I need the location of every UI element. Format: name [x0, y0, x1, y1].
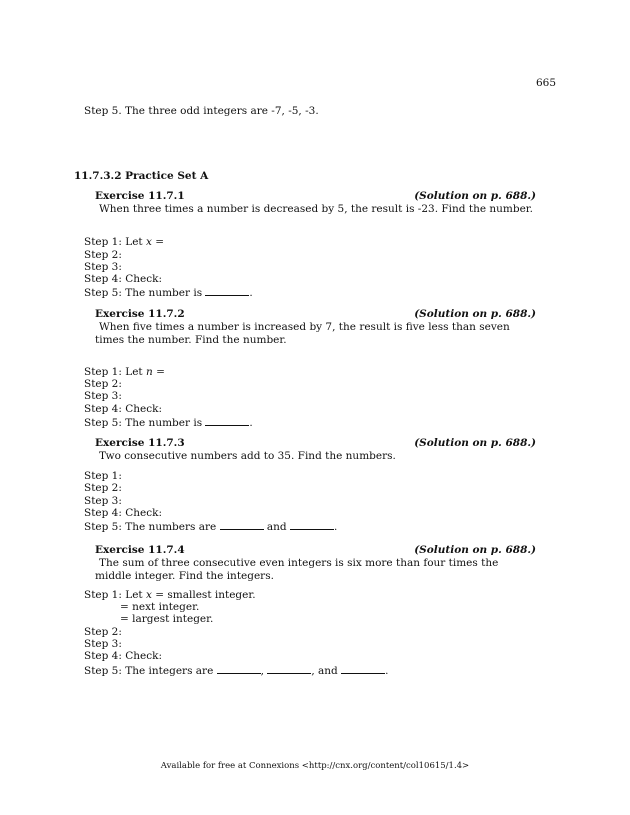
step-line: Step 4: Check: — [84, 507, 163, 519]
answer-blank[interactable] — [220, 519, 264, 530]
exercise-title: Exercise 11.7.2 — [95, 308, 185, 320]
intro-step: Step 5. The three odd integers are -7, -5, -3. — [84, 105, 319, 117]
step-line: Step 1: Let x = smallest integer. — [84, 589, 256, 601]
step-line: Step 4: Check: — [84, 650, 163, 662]
step-line: Step 5: The number is . — [84, 417, 253, 429]
exercise-text: When three times a number is decreased by 5, the result is -23. Find the number. — [99, 203, 534, 215]
step-line: Step 2: — [84, 249, 122, 261]
page-number: 665 — [535, 77, 556, 89]
step-line: Step 5: The number is . — [84, 287, 253, 299]
page-footer: Available for free at Connexions <http://cnx.org/content/col10615/1.4> — [160, 761, 470, 771]
step-line: Step 1: Let x = — [84, 236, 165, 248]
step-line: Step 3: — [84, 390, 122, 402]
answer-blank[interactable] — [205, 415, 249, 426]
step-line: Step 2: — [84, 378, 122, 390]
solution-link[interactable]: (Solution on p. 688.) — [414, 308, 536, 320]
step-line: Step 1: Let n = — [84, 366, 165, 378]
step-line: Step 4: Check: — [84, 403, 163, 415]
solution-link[interactable]: (Solution on p. 688.) — [414, 437, 536, 449]
answer-blank[interactable] — [205, 285, 249, 296]
section-heading: 11.7.3.2 Practice Set A — [74, 170, 209, 182]
exercise-title: Exercise 11.7.3 — [95, 437, 185, 449]
step-line: Step 4: Check: — [84, 273, 163, 285]
exercise-text: Two consecutive numbers add to 35. Find the numbers. — [99, 450, 396, 462]
answer-blank[interactable] — [217, 663, 261, 674]
answer-blank[interactable] — [290, 519, 334, 530]
answer-blank[interactable] — [341, 663, 385, 674]
exercise-text: When five times a number is increased by 7, the result is five less than seven times the number. Find the number. — [95, 321, 510, 346]
solution-link[interactable]: (Solution on p. 688.) — [414, 190, 536, 202]
step-line: Step 2: — [84, 626, 122, 638]
step-line: Step 3: — [84, 261, 122, 273]
step-line: Step 5: The integers are , , and . — [84, 665, 389, 677]
step-line: Step 3: — [84, 638, 122, 650]
step-line: Step 3: — [84, 495, 122, 507]
exercise-title: Exercise 11.7.1 — [95, 190, 185, 202]
answer-blank[interactable] — [267, 663, 311, 674]
solution-link[interactable]: (Solution on p. 688.) — [414, 544, 536, 556]
step-line: = next integer. — [120, 601, 200, 613]
step-line: Step 2: — [84, 482, 122, 494]
step-line: = largest integer. — [120, 613, 214, 625]
step-line: Step 1: — [84, 470, 122, 482]
step-line: Step 5: The numbers are and . — [84, 521, 338, 533]
exercise-text: The sum of three consecutive even integers is six more than four times the middle integer. Find the integers. — [95, 557, 499, 582]
exercise-title: Exercise 11.7.4 — [95, 544, 185, 556]
